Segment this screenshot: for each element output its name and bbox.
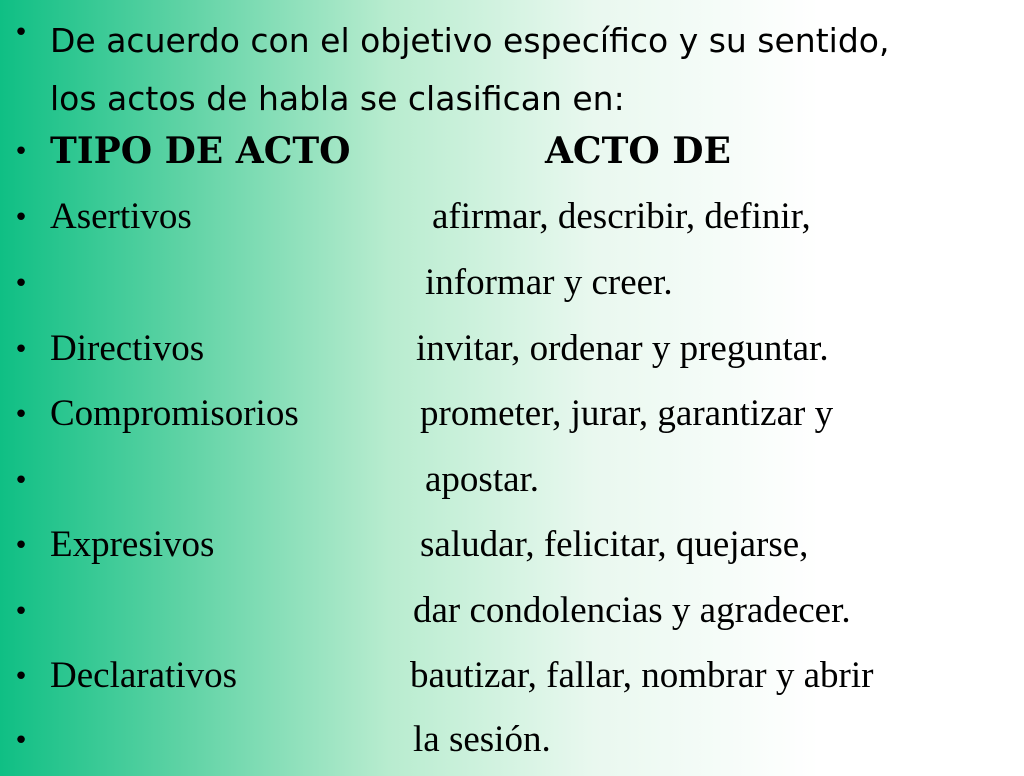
act-type: Expresivos <box>50 524 215 565</box>
list-item <box>0 716 1024 776</box>
list-item <box>0 521 1024 581</box>
act-verbs: dar condolencias y agradecer. <box>413 590 851 631</box>
act-verbs: informar y creer. <box>425 262 673 303</box>
header-col-type: TIPO DE ACTO <box>50 130 351 172</box>
bullet-marker: • <box>13 597 29 627</box>
bullet-marker: • <box>13 726 29 756</box>
bullet-marker: • <box>13 662 29 692</box>
bullet-marker: • <box>13 335 29 365</box>
act-verbs: invitar, ordenar y preguntar. <box>416 328 829 369</box>
header-col-act: ACTO DE <box>545 130 731 172</box>
list-item <box>0 325 1024 385</box>
act-type: Compromisorios <box>50 393 299 434</box>
bullet-marker: • <box>13 18 29 48</box>
bullet-marker: • <box>13 269 29 299</box>
act-verbs: la sesión. <box>413 719 551 760</box>
bullet-marker: • <box>13 203 29 233</box>
bullet-marker: • <box>13 137 29 167</box>
act-verbs: apostar. <box>425 459 540 500</box>
list-item <box>0 587 1024 647</box>
act-verbs: afirmar, describir, definir, <box>432 196 811 237</box>
act-verbs: bautizar, fallar, nombrar y abrir <box>410 655 874 696</box>
act-verbs: prometer, jurar, garantizar y <box>420 393 834 434</box>
intro-line-2: los actos de habla se clasifican en: <box>50 79 625 118</box>
act-verbs: saludar, felicitar, quejarse, <box>420 524 809 565</box>
list-item <box>0 259 1024 319</box>
bullet-marker: • <box>13 466 29 496</box>
act-type: Asertivos <box>50 196 192 237</box>
list-item <box>0 652 1024 712</box>
list-item <box>0 193 1024 253</box>
act-type: Declarativos <box>50 655 237 696</box>
list-item <box>0 390 1024 450</box>
list-item <box>0 456 1024 516</box>
act-type: Directivos <box>50 328 205 369</box>
table-header-row <box>0 127 1024 187</box>
intro-line-1: De acuerdo con el objetivo específico y su sentido, <box>50 21 890 60</box>
bullet-marker: • <box>13 531 29 561</box>
intro-text <box>50 12 1010 128</box>
bullet-marker: • <box>13 400 29 430</box>
